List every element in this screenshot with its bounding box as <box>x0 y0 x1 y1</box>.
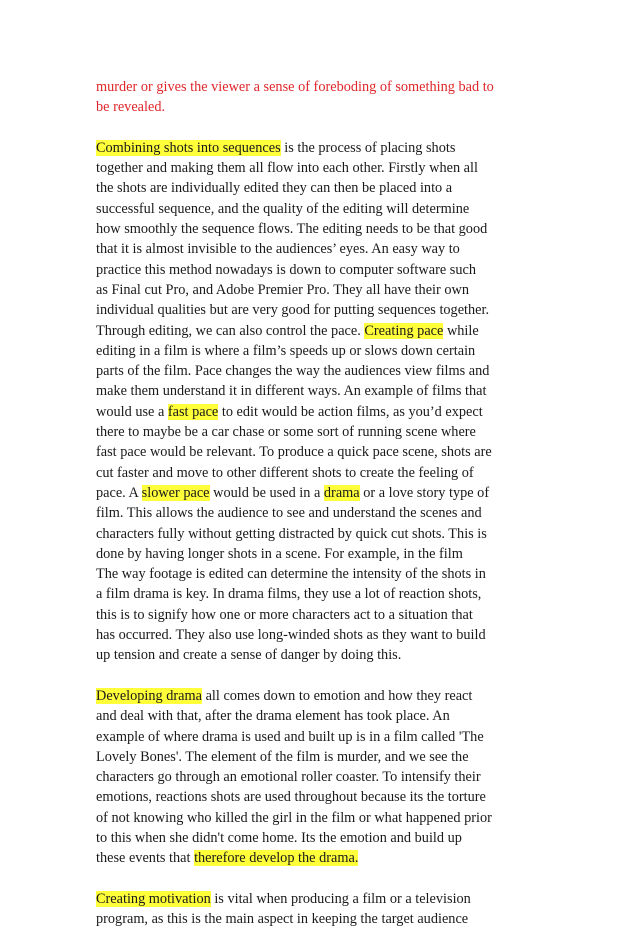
text-run: is the process of placing shots <box>280 139 456 156</box>
text-line: practice this method nowadays is down to computer software such <box>96 261 476 278</box>
paragraph-gap <box>96 118 556 138</box>
paragraph-combining-shots <box>96 138 556 666</box>
text-line: cut faster and move to other different shots to create the feeling of <box>96 464 474 481</box>
text-line: emotions, reactions shots are used throughout because its the torture <box>96 789 486 806</box>
text-line <box>96 889 556 909</box>
text-line: program, as this is the main aspect in keeping the target audience <box>96 911 469 928</box>
text-line: characters fully without getting distracted by quick cut shots. This is <box>96 525 487 542</box>
paragraph-creating-motivation <box>96 889 556 929</box>
text-line: the shots are individually edited they can then be placed into a <box>96 180 453 197</box>
text-line: fast pace would be relevant. To produce a quick pace scene, shots are <box>96 444 492 461</box>
highlight-slower-pace: slower pace <box>141 484 210 501</box>
highlight-creating-pace: Creating pace <box>364 322 444 339</box>
text-line: together and making them all flow into each other. Firstly when all <box>96 160 478 177</box>
text-line: The way footage is edited can determine the intensity of the shots in <box>96 566 486 583</box>
text-run: would be used in a <box>209 484 324 501</box>
text-line: editing in a film is where a film’s speeds up or slows down certain <box>96 342 476 359</box>
document-body <box>96 77 556 929</box>
text-run: is vital when producing a film or a television <box>210 890 471 907</box>
text-run: pace. A <box>96 484 142 501</box>
text-line: successful sequence, and the quality of the editing will determine <box>96 200 470 217</box>
highlight-creating-motivation: Creating motivation <box>96 890 211 907</box>
text-line: as Final cut Pro, and Adobe Premier Pro. They all have their own <box>96 281 469 298</box>
paragraph-gap <box>96 869 556 889</box>
text-line <box>96 138 556 158</box>
text-line: make them understand it in different ways. An example of films that <box>96 383 487 400</box>
text-line <box>96 402 556 422</box>
text-run: Through editing, we can also control the pace. <box>96 322 365 339</box>
text-line: and deal with that, after the drama element has took place. An <box>96 708 450 725</box>
text-run: while <box>443 322 479 339</box>
intro-line: murder or gives the viewer a sense of foreboding of something bad to <box>96 79 494 95</box>
highlight-drama: drama <box>323 484 360 501</box>
text-line <box>96 483 556 503</box>
highlight-develop-the-drama: therefore develop the drama. <box>194 850 359 867</box>
text-line: film. This allows the audience to see and understand the scenes and <box>96 505 482 522</box>
text-run: would use a <box>96 403 168 420</box>
text-line: of not knowing who killed the girl in the film or what happened prior <box>96 809 492 826</box>
text-line: example of where drama is used and built up is in a film called 'The <box>96 728 484 745</box>
text-line: individual qualities but are very good for putting sequences together. <box>96 302 490 319</box>
text-line <box>96 321 556 341</box>
paragraph-developing-drama <box>96 686 556 869</box>
text-line: characters go through an emotional roller coaster. To intensify their <box>96 769 481 786</box>
text-line: parts of the film. Pace changes the way the audiences view films and <box>96 363 490 380</box>
text-run: or a love story type of <box>359 484 490 501</box>
text-run: these events that <box>96 850 195 867</box>
text-line: how smoothly the sequence flows. The editing needs to be that good <box>96 221 488 238</box>
highlight-combining-shots: Combining shots into sequences <box>96 139 281 156</box>
text-line: this is to signify how one or more characters act to a situation that <box>96 606 473 623</box>
highlight-developing-drama: Developing drama <box>96 687 202 704</box>
text-line: up tension and create a sense of danger by doing this. <box>96 647 402 664</box>
text-line: there to maybe be a car chase or some sort of running scene where <box>96 424 476 441</box>
text-line: Lovely Bones'. The element of the film is murder, and we see the <box>96 748 469 765</box>
text-line: has occurred. They also use long-winded shots as they want to build <box>96 627 486 644</box>
text-run: all comes down to emotion and how they react <box>202 687 473 704</box>
text-run: to edit would be action films, as you’d expect <box>218 403 483 420</box>
text-line: to this when she didn't come home. Its the emotion and build up <box>96 829 462 846</box>
text-line <box>96 848 556 868</box>
text-line <box>96 686 556 706</box>
intro-line: be revealed. <box>96 99 166 116</box>
text-line: done by having longer shots in a scene. For example, in the film <box>96 545 463 562</box>
text-line: a film drama is key. In drama films, they use a lot of reaction shots, <box>96 586 482 603</box>
paragraph-gap <box>96 666 556 686</box>
highlight-fast-pace: fast pace <box>167 403 219 420</box>
text-line: that it is almost invisible to the audiences’ eyes. An easy way to <box>96 241 460 258</box>
